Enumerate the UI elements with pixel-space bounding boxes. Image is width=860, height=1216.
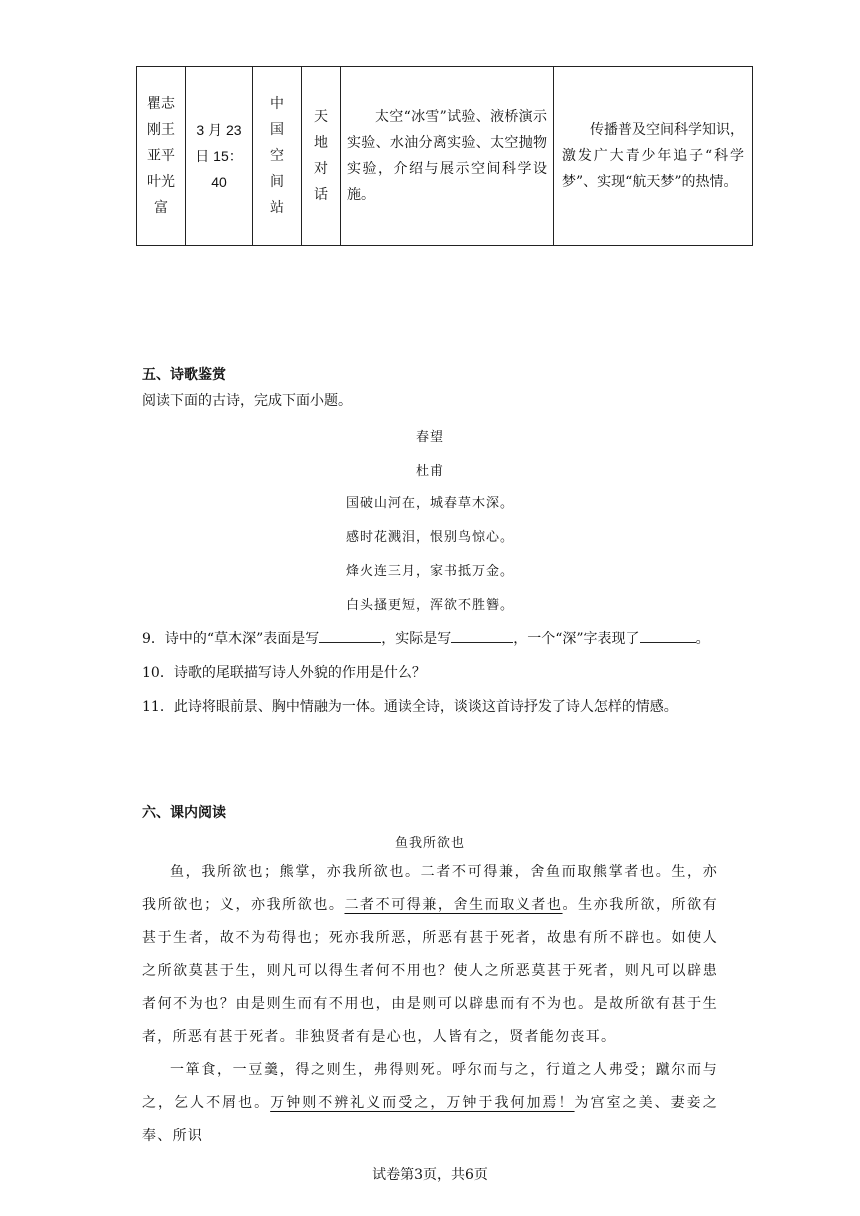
poem-line: 白头搔更短，浑欲不胜簪。 <box>345 598 514 613</box>
type-char: 天 <box>314 109 328 125</box>
section-5-intro: 阅读下面的古诗，完成下面小题。 <box>142 393 352 409</box>
names-cell <box>137 67 186 246</box>
q9-part: ，实际是写 <box>381 631 452 647</box>
place-char: 中 <box>270 96 284 112</box>
answer-blank[interactable] <box>319 628 381 643</box>
place-char: 空 <box>270 148 284 164</box>
time-line: 日 15： <box>195 148 243 164</box>
place-cell <box>253 67 302 246</box>
table-row <box>137 67 753 246</box>
classical-text <box>142 856 718 1153</box>
q9-part: 9．诗中的“草木深”表面是写 <box>142 631 320 647</box>
poem-title: 春望 <box>415 430 444 445</box>
names-line: 叶光 <box>147 174 175 190</box>
type-char: 地 <box>314 135 328 151</box>
content-cell <box>341 67 554 246</box>
q9-part: ，一个“深”字表现了 <box>513 631 640 647</box>
text-run: 一箪食，一豆羹，得之则生，弗得则死。呼尔而与之，行道之人弗受；蹴尔而与之，乞人不屑也。 <box>142 1062 718 1111</box>
time-line: 40 <box>211 174 227 190</box>
type-char: 话 <box>314 187 328 203</box>
names-line: 富 <box>154 200 168 216</box>
time-cell <box>186 67 253 246</box>
purpose-text: 传播普及空间科学知识，激发广大青少年追子“科学梦”、实现“航天梦”的热情。 <box>562 122 744 190</box>
answer-blank[interactable] <box>640 628 696 643</box>
poem-line: 国破山河在，城春草木深。 <box>345 496 514 511</box>
text-run: 为宫室之美、妻妾之奉、所识 <box>142 1095 719 1144</box>
names-line: 刚王 <box>147 122 175 138</box>
underlined-sentence: 二者不可得兼，舍生而取义者也 <box>344 897 563 913</box>
question-10: 10．诗歌的尾联描写诗人外貌的作用是什么？ <box>142 665 426 681</box>
poem-line: 烽火连三月，家书抵万金。 <box>345 564 514 579</box>
names-line: 瞿志 <box>147 96 175 112</box>
place-char: 国 <box>270 122 284 138</box>
time-line: 3 月 23 <box>196 122 242 138</box>
underlined-sentence: 万钟则不辨礼义而受之，万钟于我何加焉！ <box>270 1095 575 1111</box>
paragraph <box>142 1054 718 1153</box>
poem-line: 感时花溅泪，恨别鸟惊心。 <box>345 530 514 545</box>
page-footer: 试卷第3页，共6页 <box>372 1167 488 1183</box>
question-9 <box>142 628 710 648</box>
question-11: 11．此诗将眼前景、胸中情融为一体。通读全诗，谈谈这首诗抒发了诗人怎样的情感。 <box>142 699 678 715</box>
type-cell <box>302 67 341 246</box>
text-run: 。生亦我所欲，所欲有甚于生者，故不为苟得也；死亦我所恶，所恶有甚于死者，故患有所不辟也。如使人之所欲莫甚于生，则凡可以得生者何不用也？使人之所恶莫甚于死者，则凡可以辟患者何不为也？由是则生而有不用也，由是则可以辟患而有不为也。是故所欲有甚于生者，所恶有甚于死者。非独贤者有是心也，人皆有之，贤者能勿丧耳。 <box>142 897 719 1045</box>
section-5-title: 五、诗歌鉴赏 <box>142 367 226 383</box>
poem-author: 杜甫 <box>415 464 444 479</box>
text-title: 鱼我所欲也 <box>394 836 465 851</box>
content-text: 太空“冰雪”试验、液桥演示实验、水油分离实验、太空抛物实验，介绍与展示空间科学设施。 <box>347 109 547 203</box>
names-line: 亚平 <box>147 148 175 164</box>
section-6-title: 六、课内阅读 <box>142 805 226 821</box>
place-char: 间 <box>270 174 284 190</box>
text-run: 鱼，我所欲也；熊掌，亦我所欲也。二者不可得兼，舍鱼而取熊掌者也。生，亦我所欲也；义，亦我所欲也。 <box>142 864 718 913</box>
answer-blank[interactable] <box>451 628 513 643</box>
q9-part: 。 <box>695 631 710 647</box>
purpose-cell <box>554 67 753 246</box>
place-char: 站 <box>270 200 284 216</box>
paragraph <box>142 856 718 1054</box>
activity-table <box>136 66 753 246</box>
type-char: 对 <box>314 161 328 177</box>
